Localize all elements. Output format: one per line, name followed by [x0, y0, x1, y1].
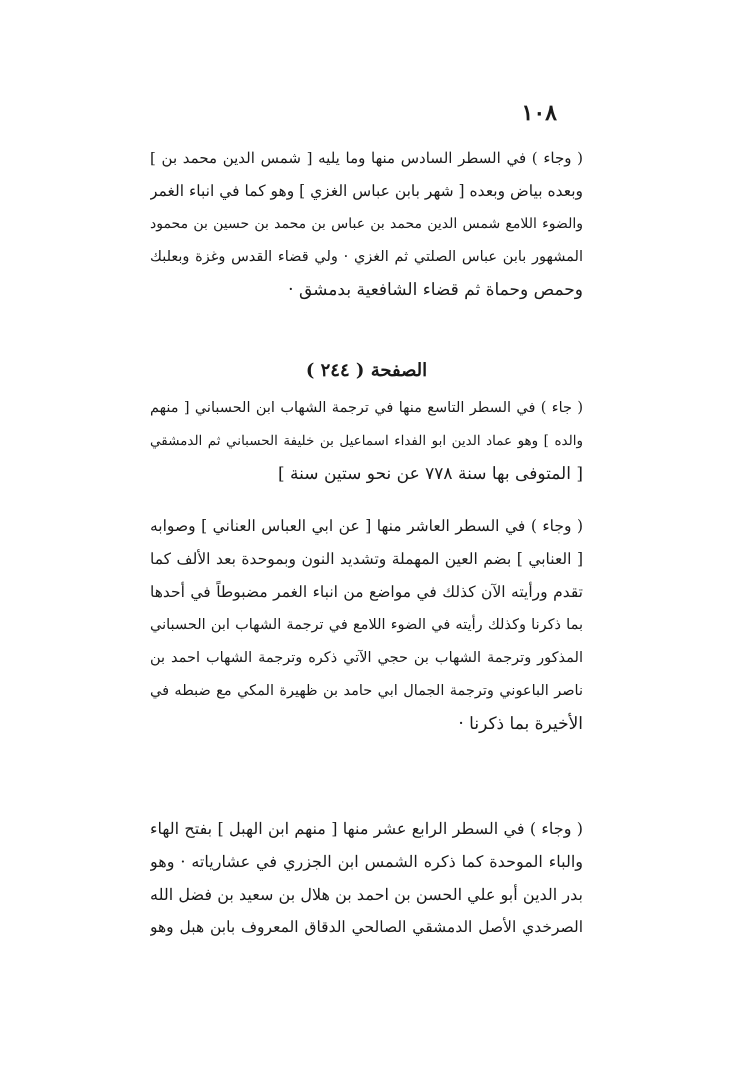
text-line: ( وجاء ) في السطر السادس منها وما يليه [ شمس الدين محمد بن ]: [150, 149, 583, 167]
paragraph-1: [150, 142, 583, 307]
text-line: والضوء اللامع شمس الدين محمد بن عباس بن محمد بن حسين بن محمود: [150, 216, 583, 232]
text-line: والده ] وهو عماد الدين ابو الفداء اسماعيل بن خليفة الحسباني ثم الدمشقي: [150, 433, 583, 449]
paragraph-3: [150, 510, 583, 741]
text-line: المذكور وترجمة الشهاب بن حجي الآتي ذكره وترجمة الشهاب احمد بن: [150, 650, 583, 666]
text-line: ( وجاء ) في السطر الرابع عشر منها [ منهم ابن الهبل ] بفتح الهاء: [150, 819, 583, 838]
text-line: الصرخدي الأصل الدمشقي الصالحي الدقاق المعروف بابن هبل وهو: [150, 918, 583, 936]
text-line: [ العنابي ] بضم العين المهملة وتشديد النون وبموحدة بعد الألف كما: [150, 550, 583, 568]
page-number: ١٠٨: [521, 100, 557, 126]
text-line: والباء الموحدة كما ذكره الشمس ابن الجزري في عشارياته · وهو: [150, 852, 583, 871]
text-line: ( جاء ) في السطر التاسع منها في ترجمة الشهاب ابن الحسباني [ منهم: [150, 400, 583, 416]
text-line: ( وجاء ) في السطر العاشر منها [ عن ابي العباس العناني ] وصوابه: [150, 517, 583, 535]
text-line: الأخيرة بما ذكرنا ·: [458, 714, 583, 734]
text-line: المشهور بابن عباس الصلتي ثم الغزي · ولي قضاء القدس وغزة وبعلبك: [150, 249, 583, 265]
paragraph-2: [150, 392, 583, 491]
text-line: بدر الدين أبو علي الحسن بن احمد بن هلال بن سعيد بن فضل الله: [150, 885, 583, 904]
text-line: [ المتوفى بها سنة ٧٧٨ عن نحو ستين سنة ]: [278, 464, 583, 484]
text-line: وبعده بياض وبعده [ شهر بابن عباس الغزي ] وهو كما في انباء الغمر: [150, 182, 583, 200]
section-heading: الصفحة ( ٢٤٤ ): [305, 360, 428, 381]
paragraph-4: [150, 812, 583, 944]
text-line: بما ذكرنا وكذلك رأيته في الضوء اللامع في ترجمة الشهاب ابن الحسباني: [150, 617, 583, 633]
text-line: وحمص وحماة ثم قضاء الشافعية بدمشق ·: [288, 280, 583, 300]
text-line: ناصر الباعوني وترجمة الجمال ابي حامد بن ظهيرة المكي مع ضبطه في: [150, 683, 583, 699]
text-line: تقدم ورأيته الآن كذلك في مواضع من انباء الغمر مضبوطاً في أحدها: [150, 583, 583, 601]
